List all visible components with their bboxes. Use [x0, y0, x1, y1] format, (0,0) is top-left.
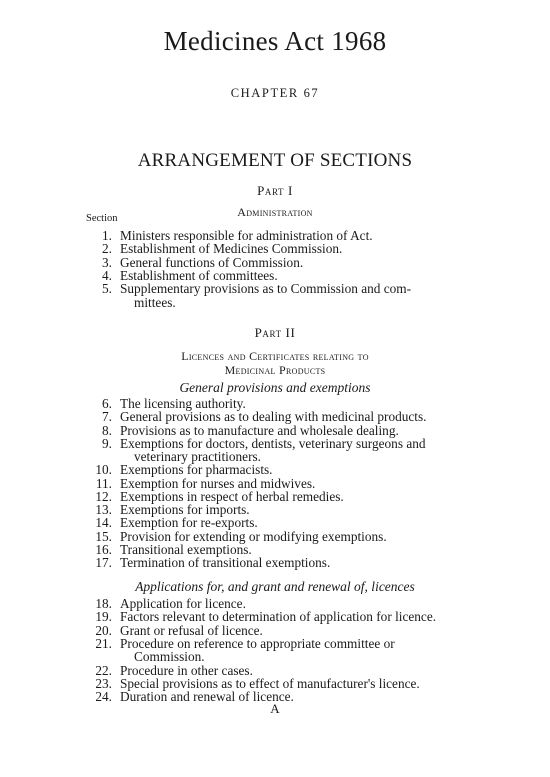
section-title: Exemption for nurses and midwives.	[120, 475, 316, 491]
section-number: 3.	[102, 254, 112, 270]
section-number: 9.	[102, 435, 112, 451]
section-number: 7.	[102, 409, 112, 425]
section-number: 14.	[95, 515, 112, 531]
section-number: 10.	[95, 462, 112, 478]
section-entry	[0, 556, 550, 569]
section-title: Termination of transitional exemptions.	[120, 555, 331, 570]
section-title: Duration and renewal of licence.	[120, 689, 294, 705]
section-title-continuation: veterinary practitioners.	[134, 449, 262, 464]
section-title: Provisions as to manufacture and wholesale dealing.	[120, 422, 399, 438]
section-entry	[0, 410, 550, 423]
part-1-heading: Administration	[237, 205, 313, 219]
arrangement-heading: ARRANGEMENT OF SECTIONS	[137, 150, 413, 171]
section-number: 22.	[95, 662, 112, 678]
signature-mark: A	[270, 701, 280, 716]
section-title: General functions of Commission.	[120, 254, 304, 270]
subheading-applications: Applications for, and grant and renewal of, licences	[135, 579, 415, 594]
section-title: Application for licence.	[120, 596, 246, 611]
section-number: 2.	[102, 241, 112, 257]
section-entry-continuation	[0, 296, 550, 309]
section-entry	[0, 229, 550, 242]
section-title: General provisions as to dealing with medicinal products.	[120, 409, 427, 425]
section-entry	[0, 516, 550, 529]
section-number: 20.	[95, 622, 112, 638]
section-title: Procedure in other cases.	[120, 662, 253, 678]
section-number: 21.	[95, 635, 112, 651]
section-number: 19.	[95, 609, 112, 625]
part-2-heading-line2: Medicinal Products	[224, 363, 326, 377]
section-entry	[0, 256, 550, 269]
section-title: Procedure on reference to appropriate committee or	[120, 635, 395, 651]
section-entry	[0, 677, 550, 690]
section-entry	[0, 624, 550, 637]
section-number: 15.	[95, 528, 112, 544]
section-title-continuation: mittees.	[134, 294, 176, 310]
section-title: Provision for extending or modifying exemptions.	[120, 528, 387, 544]
section-title: Transitional exemptions.	[120, 541, 252, 557]
section-title: Grant or refusal of licence.	[120, 622, 263, 638]
section-entry	[0, 664, 550, 677]
section-number: 16.	[95, 541, 112, 557]
section-number: 11.	[95, 475, 112, 491]
section-title: Establishment of Medicines Commission.	[120, 241, 343, 257]
section-entry	[0, 269, 550, 282]
section-entry	[0, 503, 550, 516]
section-entry	[0, 490, 550, 503]
chapter-number: CHAPTER 67	[230, 86, 320, 100]
section-column-label: Section	[86, 213, 118, 224]
section-number: 12.	[95, 488, 112, 504]
section-entry	[0, 610, 550, 623]
section-entry	[0, 437, 550, 450]
section-entry-continuation	[0, 650, 550, 663]
section-title: Special provisions as to effect of manufacturer's licence.	[120, 675, 420, 691]
section-number: 17.	[95, 555, 112, 570]
section-number: 8.	[102, 422, 112, 438]
section-entry	[0, 282, 550, 295]
section-title: Exemptions for imports.	[120, 502, 250, 517]
section-number: 18.	[95, 596, 112, 611]
section-title: Exemptions for pharmacists.	[120, 462, 273, 478]
section-entry	[0, 477, 550, 490]
section-entry	[0, 424, 550, 437]
section-title-continuation: Commission.	[134, 649, 205, 665]
section-entry	[0, 530, 550, 543]
section-number: 1.	[102, 228, 112, 243]
section-number: 23.	[95, 675, 112, 691]
section-title: Factors relevant to determination of application for licence.	[120, 609, 437, 625]
section-entry	[0, 242, 550, 255]
part-2-heading-line1: Licences and Certificates relating to	[181, 349, 369, 363]
section-title: Ministers responsible for administration of Act.	[120, 228, 373, 243]
section-title: Establishment of committees.	[120, 267, 278, 283]
section-number: 13.	[95, 502, 112, 517]
section-entry-continuation	[0, 450, 550, 463]
subheading-general-provisions: General provisions and exemptions	[179, 380, 371, 395]
part-2-label: Part II	[254, 325, 296, 340]
section-number: 5.	[102, 281, 112, 297]
section-number: 6.	[102, 396, 112, 411]
section-title: Supplementary provisions as to Commission and com-	[120, 281, 412, 297]
section-title: The licensing authority.	[120, 396, 246, 411]
section-entry	[0, 637, 550, 650]
act-title: Medicines Act 1968	[163, 26, 387, 56]
section-entry	[0, 463, 550, 476]
section-number: 4.	[102, 267, 112, 283]
part-1-label: Part I	[257, 183, 293, 198]
section-title: Exemptions in respect of herbal remedies.	[120, 488, 344, 504]
section-title: Exemptions for doctors, dentists, veterinary surgeons and	[120, 435, 426, 451]
section-number: 24.	[95, 689, 112, 705]
section-entry	[0, 597, 550, 610]
section-title: Exemption for re-exports.	[120, 515, 258, 531]
